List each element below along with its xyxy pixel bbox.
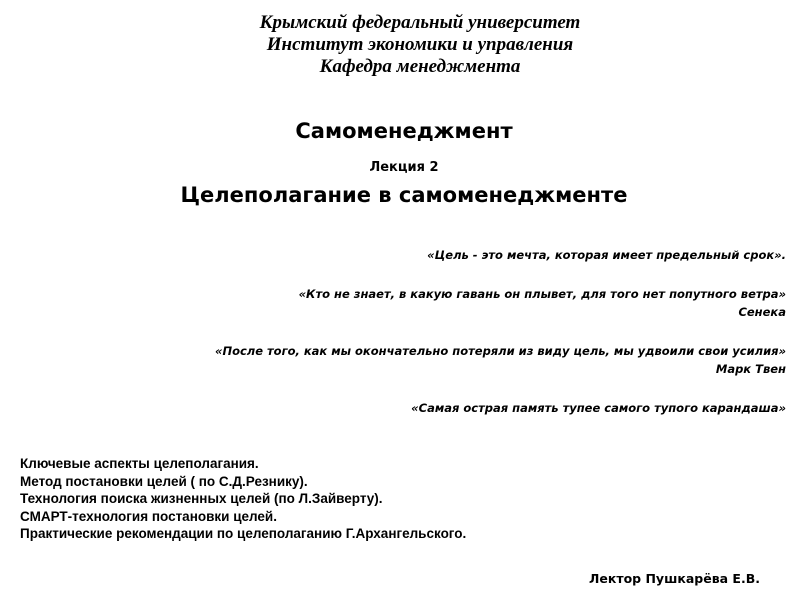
topic-item: Практические рекомендации по целеполаганию Г.Архангельского. [20, 526, 467, 541]
quote-text: «Самая острая память тупее самого тупого карандаша» [411, 401, 786, 415]
lecture-topics-list [20, 455, 466, 543]
quote-author: Марк Твен [715, 362, 786, 376]
topic-item: СМАРТ-технология постановки целей. [20, 508, 277, 524]
institution-header [0, 12, 800, 78]
lecturer-name: Лектор Пушкарёва Е.В. [589, 571, 760, 586]
lecture-title: Целеполагание в самоменеджменте [180, 183, 628, 207]
topic-item: Ключевые аспекты целеполагания. [20, 456, 259, 471]
department-name: Кафедра менеджмента [319, 56, 521, 77]
topic-item: Метод постановки целей ( по С.Д.Резнику). [20, 473, 308, 489]
topic-item: Технология поиска жизненных целей (по Л.Зайверту). [20, 491, 383, 506]
lecture-number: Лекция 2 [369, 160, 439, 175]
quote-author: Сенека [738, 305, 786, 319]
institute-name: Институт экономики и управления [266, 34, 574, 55]
quote-text: «Кто не знает, в какую гавань он плывет, для того нет попутного ветра» [298, 287, 786, 301]
epigraph-quotes [146, 246, 786, 417]
quote-text: «Цель - это мечта, которая имеет предельный срок». [427, 248, 786, 262]
university-name: Крымский федеральный университет [259, 12, 581, 33]
quote-text: «После того, как мы окончательно потеряли из виду цель, мы удвоили свои усилия» [214, 344, 786, 358]
course-title: Самоменеджмент [295, 119, 513, 143]
